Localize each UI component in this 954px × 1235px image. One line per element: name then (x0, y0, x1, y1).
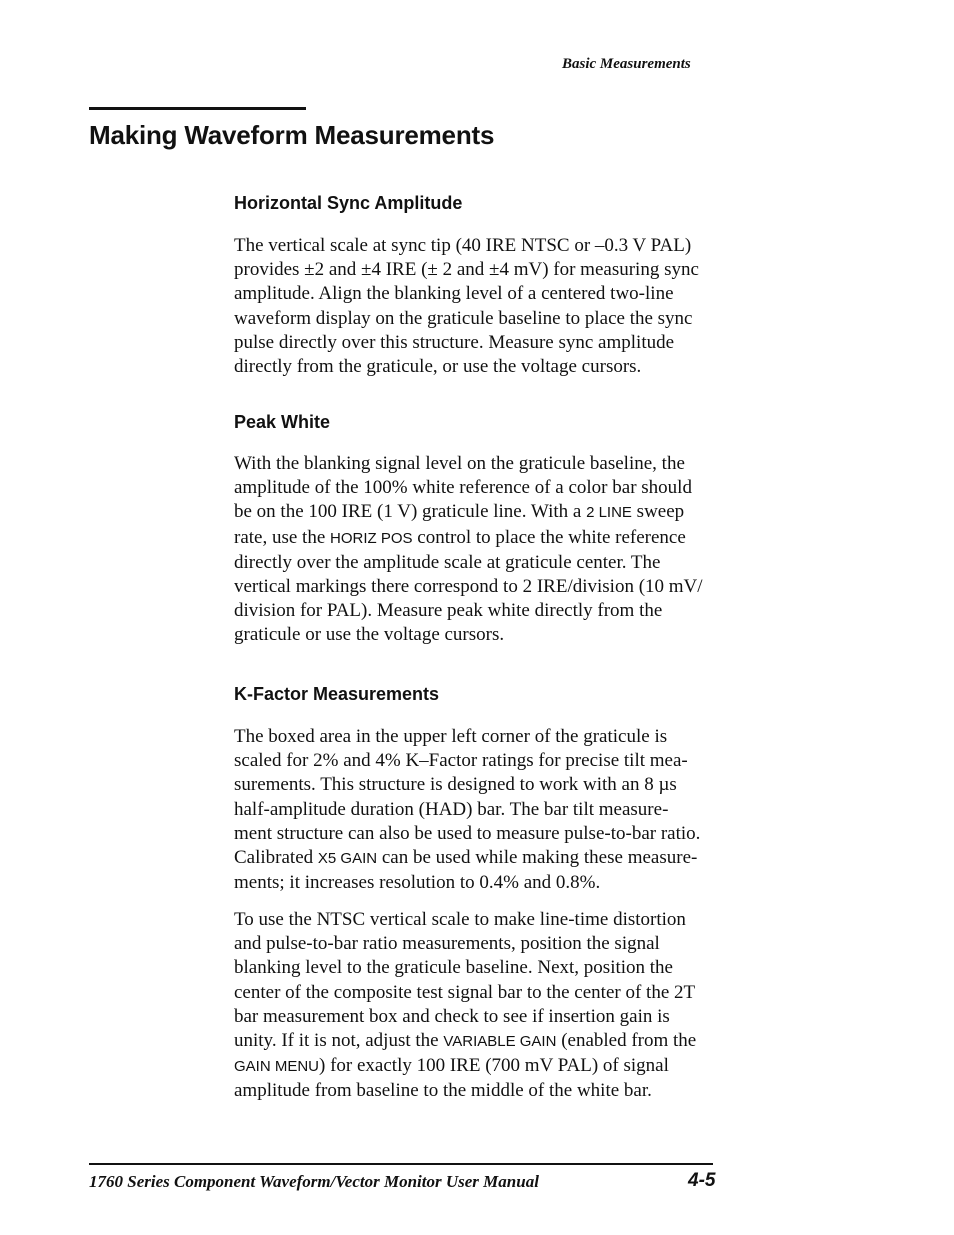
page-number: 4-5 (688, 1170, 716, 1191)
control-name-variable-gain: VARIABLE GAIN (443, 1033, 557, 1051)
text-line: vertical markings there correspond to 2 IRE/division (10 mV/ (234, 576, 703, 598)
text-line: The vertical scale at sync tip (40 IRE NTSC or –0.3 V PAL) (234, 235, 692, 256)
text-line: ment structure can also be used to measure pulse-to-bar ratio. (234, 822, 701, 844)
paragraph-horizontal-sync-amplitude (234, 234, 744, 379)
text-line: division for PAL). Measure peak white directly from the (234, 600, 663, 622)
text-line: half-amplitude duration (HAD) bar. The bar tilt measure- (234, 798, 669, 820)
text-line: directly from the graticule, or use the voltage cursors. (234, 356, 642, 378)
text-run: sweep (631, 501, 685, 523)
text-line: amplitude. Align the blanking level of a centered two-line (234, 283, 674, 305)
text-line: pulse directly over this structure. Measure sync amplitude (234, 331, 675, 353)
control-name-gain-menu: GAIN MENU (234, 1058, 320, 1076)
control-name-2-line: 2 LINE (586, 504, 632, 522)
text-line: The boxed area in the upper left corner of the graticule is (234, 726, 668, 747)
text-line: center of the composite test signal bar to the center of the 2T (234, 981, 696, 1003)
footer-rule (89, 1163, 713, 1165)
text-line: scaled for 2% and 4% K–Factor ratings for precise tilt mea- (234, 750, 688, 772)
text-line: amplitude of the 100% white reference of a color bar should (234, 477, 692, 499)
text-run: can be used while making these measure- (377, 847, 698, 869)
control-name-x5-gain: X5 GAIN (317, 850, 378, 868)
paragraph-k-factor-1 (234, 725, 744, 895)
text-line (234, 1054, 744, 1079)
page-title: Making Waveform Measurements (89, 120, 495, 150)
text-line: graticule or use the voltage cursors. (234, 624, 505, 646)
text-line: and pulse-to-bar ratio measurements, position the signal (234, 933, 660, 955)
section-heading-horizontal-sync-amplitude: Horizontal Sync Amplitude (234, 193, 463, 213)
text-run: rate, use the (234, 526, 331, 548)
text-line: surements. This structure is designed to work with an 8 µs (234, 774, 677, 796)
text-line: blanking level to the graticule baseline. Next, position the (234, 957, 673, 979)
section-heading-peak-white: Peak White (234, 412, 331, 432)
footer-manual-title: 1760 Series Component Waveform/Vector Monitor User Manual (89, 1172, 539, 1191)
text-line: directly over the amplitude scale at graticule center. The (234, 551, 661, 573)
text-line: waveform display on the graticule baseline to place the sync (234, 307, 693, 329)
paragraph-peak-white (234, 452, 744, 648)
text-line: To use the NTSC vertical scale to make line-time distortion (234, 909, 686, 930)
text-line: bar measurement box and check to see if insertion gain is (234, 1005, 670, 1027)
paragraph-k-factor-2 (234, 908, 744, 1104)
text-run: Calibrated (234, 847, 318, 869)
text-line: With the blanking signal level on the graticule baseline, the (234, 453, 685, 474)
text-line (234, 526, 744, 551)
text-run: be on the 100 IRE (1 V) graticule line. With a (234, 501, 587, 523)
text-run: unity. If it is not, adjust the (234, 1030, 444, 1052)
text-line (234, 500, 744, 525)
control-name-horiz-pos: HORIZ POS (330, 529, 413, 547)
text-line (234, 1029, 744, 1054)
title-rule (89, 107, 306, 110)
text-line (234, 846, 744, 871)
text-run: control to place the white reference (412, 526, 686, 548)
text-line: provides ±2 and ±4 IRE (± 2 and ±4 mV) for measuring sync (234, 259, 699, 281)
text-line: ments; it increases resolution to 0.4% and 0.8%. (234, 872, 601, 894)
text-run: (enabled from the (556, 1030, 697, 1052)
running-head: Basic Measurements (562, 56, 691, 72)
text-line: amplitude from baseline to the middle of the white bar. (234, 1080, 652, 1102)
section-heading-k-factor-measurements: K-Factor Measurements (234, 684, 440, 704)
text-run: ) for exactly 100 IRE (700 mV PAL) of signal (319, 1055, 669, 1077)
